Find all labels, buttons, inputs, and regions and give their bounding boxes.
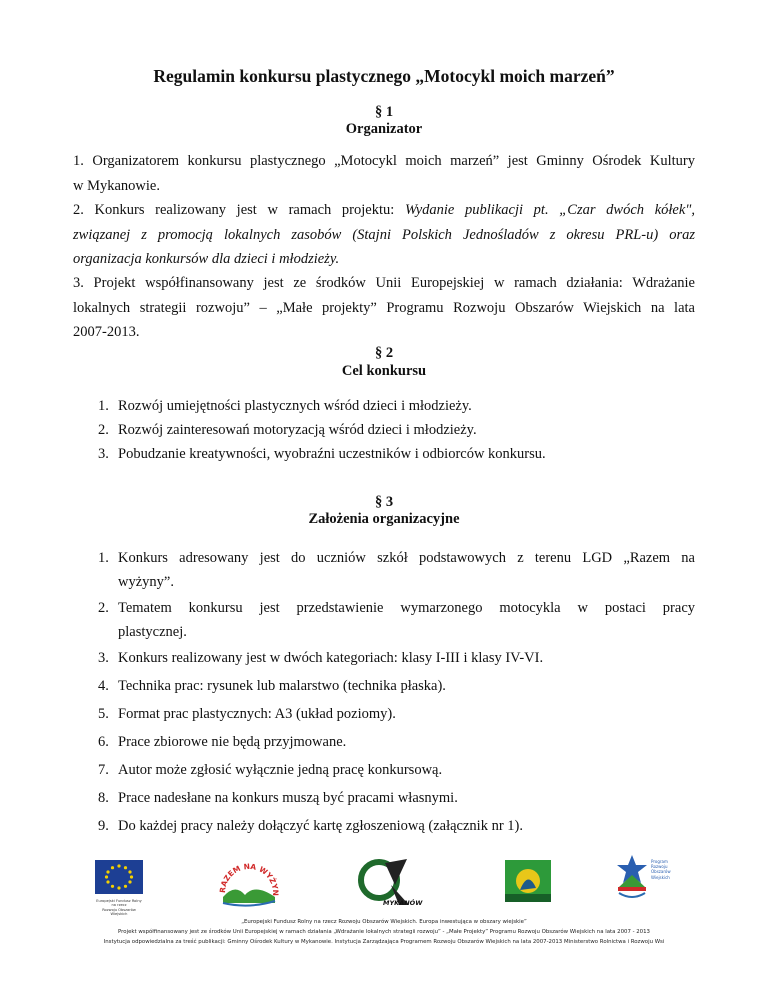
- prow-caption: Rozwoju: [651, 864, 668, 870]
- list-item: [73, 730, 695, 758]
- list-item: [73, 596, 695, 644]
- eu-flag-icon: [95, 860, 143, 894]
- list-number: 3.: [98, 446, 109, 462]
- list-number: 6.: [98, 734, 109, 750]
- text-run: 2. Konkurs realizowany jest w ramach projektu:: [73, 202, 405, 218]
- list-text: Prace zbiorowe nie będą przyjmowane.: [118, 734, 347, 750]
- list-number: 9.: [98, 818, 109, 834]
- section-2-number: § 2: [374, 345, 394, 361]
- prow-logo: [615, 853, 677, 913]
- section-2-heading: Cel konkursu: [341, 363, 427, 379]
- list-item: [73, 445, 695, 469]
- list-text: Pobudzanie kreatywności, wyobraźni uczestników i odbiorców konkursu.: [118, 446, 546, 462]
- section-1-heading: Organizator: [345, 121, 423, 137]
- list-number: 1.: [98, 398, 109, 414]
- list-number: 4.: [98, 678, 109, 694]
- razem-na-wyzyny-icon: [215, 853, 283, 915]
- list-text: Prace nadesłane na konkurs muszą być pracami własnymi.: [118, 790, 458, 806]
- eu-flag-logo: [95, 860, 143, 917]
- prow-caption: Wiejskich: [651, 874, 670, 880]
- prow-icon: [615, 853, 649, 903]
- section-3-number: § 3: [374, 494, 394, 510]
- eu-caption: Europejski Fundusz Rolny na rzecz: [96, 899, 142, 908]
- eu-caption: Rozwoju Obszarów Wiejskich: [102, 907, 136, 917]
- list-text: Tematem konkursu jest przedstawienie wymarzonego motocykla w postaci pracy: [118, 600, 695, 616]
- list-text: Rozwój umiejętności plastycznych wśród dzieci i młodzieży.: [118, 398, 472, 414]
- list-text: Konkurs adresowany jest do uczniów szkół podstawowych z terenu LGD „Razem na: [118, 550, 695, 566]
- footer: [0, 855, 768, 955]
- list-text: Format prac plastycznych: A3 (układ poziomy).: [118, 706, 396, 722]
- list-number: 5.: [98, 706, 109, 722]
- svg-text:RAZEM NA WYŻYNY: RAZEM NA WYŻYN: [217, 861, 281, 896]
- section-3-list: [73, 546, 695, 842]
- svg-text:MYKANÓW: MYKANÓW: [383, 899, 423, 907]
- list-number: 8.: [98, 790, 109, 806]
- list-text: Konkurs realizowany jest w dwóch kategoriach: klasy I-III i klasy IV-VI.: [118, 650, 544, 666]
- list-text: Autor może zgłosić wyłącznie jedną pracę konkursową.: [118, 762, 443, 778]
- prow-caption: Obszarów: [651, 869, 671, 875]
- razem-na-wyzyny-logo: [215, 853, 283, 915]
- project-title-italic: Wydanie publikacji pt. „Czar dwóch kółek",: [404, 202, 695, 218]
- section-1-paragraph-1: [73, 149, 695, 198]
- list-item: [73, 397, 695, 421]
- prow-caption: Program: [651, 859, 668, 864]
- list-text: Technika prac: rysunek lub malarstwo (technika płaska).: [118, 678, 446, 694]
- list-item: [73, 421, 695, 445]
- list-item: [73, 646, 695, 674]
- list-item: [73, 786, 695, 814]
- list-text: Do każdej pracy należy dołączyć kartę zgłoszeniową (załącznik nr 1).: [118, 818, 523, 834]
- text-line: lokalnych strategii rozwoju” – „Małe projekty” Programu Rozwoju Obszarów Wiejskich na lata: [73, 299, 695, 316]
- text-line: 2007-2013.: [73, 324, 140, 340]
- leader-logo: [505, 860, 551, 902]
- footer-line-1: „Europejski Fundusz Rolny na rzecz Rozwoju Obszarów Wiejskich. Europa inwestująca w obszary wiejskie”: [241, 919, 527, 925]
- text-line: organizacja konkursów dla dzieci i młodzieży.: [73, 251, 340, 267]
- list-number: 3.: [98, 650, 109, 666]
- list-item: [73, 814, 695, 842]
- list-item: [73, 702, 695, 730]
- section-2-list: [73, 397, 695, 469]
- section-3-heading: Założenia organizacyjne: [308, 511, 460, 527]
- footer-line-2: Projekt współfinansowany jest ze środków Unii Europejskiej w ramach działania „Wdrażanie lokalnych strategii rozwoju” - „Małe Projekty” Programu Rozwoju Obszarów Wiejskich na lata 2007 - 2013: [118, 929, 650, 935]
- text-line: związanej z promocją lokalnych zasobów (Stajni Polskich Jednośladów z okresu PRL-u) oraz: [73, 226, 695, 243]
- mykanow-logo: [355, 855, 423, 913]
- list-text: wyżyny”.: [118, 574, 174, 590]
- document-title: Regulamin konkursu plastycznego „Motocykl moich marzeń”: [153, 66, 615, 86]
- list-text: Rozwój zainteresowań motoryzacją wśród dzieci i młodzieży.: [118, 422, 477, 438]
- section-1-paragraph-2: [73, 198, 695, 272]
- list-number: 7.: [98, 762, 109, 778]
- list-item: [73, 674, 695, 702]
- text-line: 3. Projekt współfinansowany jest ze środków Unii Europejskiej w ramach działania: Wdrażanie: [73, 275, 695, 291]
- text-line: 1. Organizatorem konkursu plastycznego „Motocykl moich marzeń” jest Gminny Ośrodek Kultury: [73, 153, 695, 169]
- list-item: [73, 758, 695, 786]
- list-item: [73, 546, 695, 594]
- leader-icon: [505, 860, 551, 902]
- list-number: 1.: [98, 550, 109, 566]
- text-line: w Mykanowie.: [73, 177, 160, 194]
- list-number: 2.: [98, 422, 109, 438]
- list-text: plastycznej.: [118, 624, 187, 640]
- footer-line-3: Instytucja odpowiedzialna za treść publikacji: Gminny Ośrodek Kultury w Mykanowie. Instytucja Zarządzająca Programem Rozwoju Obszarów Wiejskich na lata 2007-2013 Ministerstwo Rolnictwa i Rozwoju Wsi: [103, 939, 665, 945]
- list-number: 2.: [98, 600, 109, 616]
- section-1-number: § 1: [374, 104, 394, 120]
- mykanow-icon: [355, 855, 423, 913]
- section-1-paragraph-3: [73, 271, 695, 345]
